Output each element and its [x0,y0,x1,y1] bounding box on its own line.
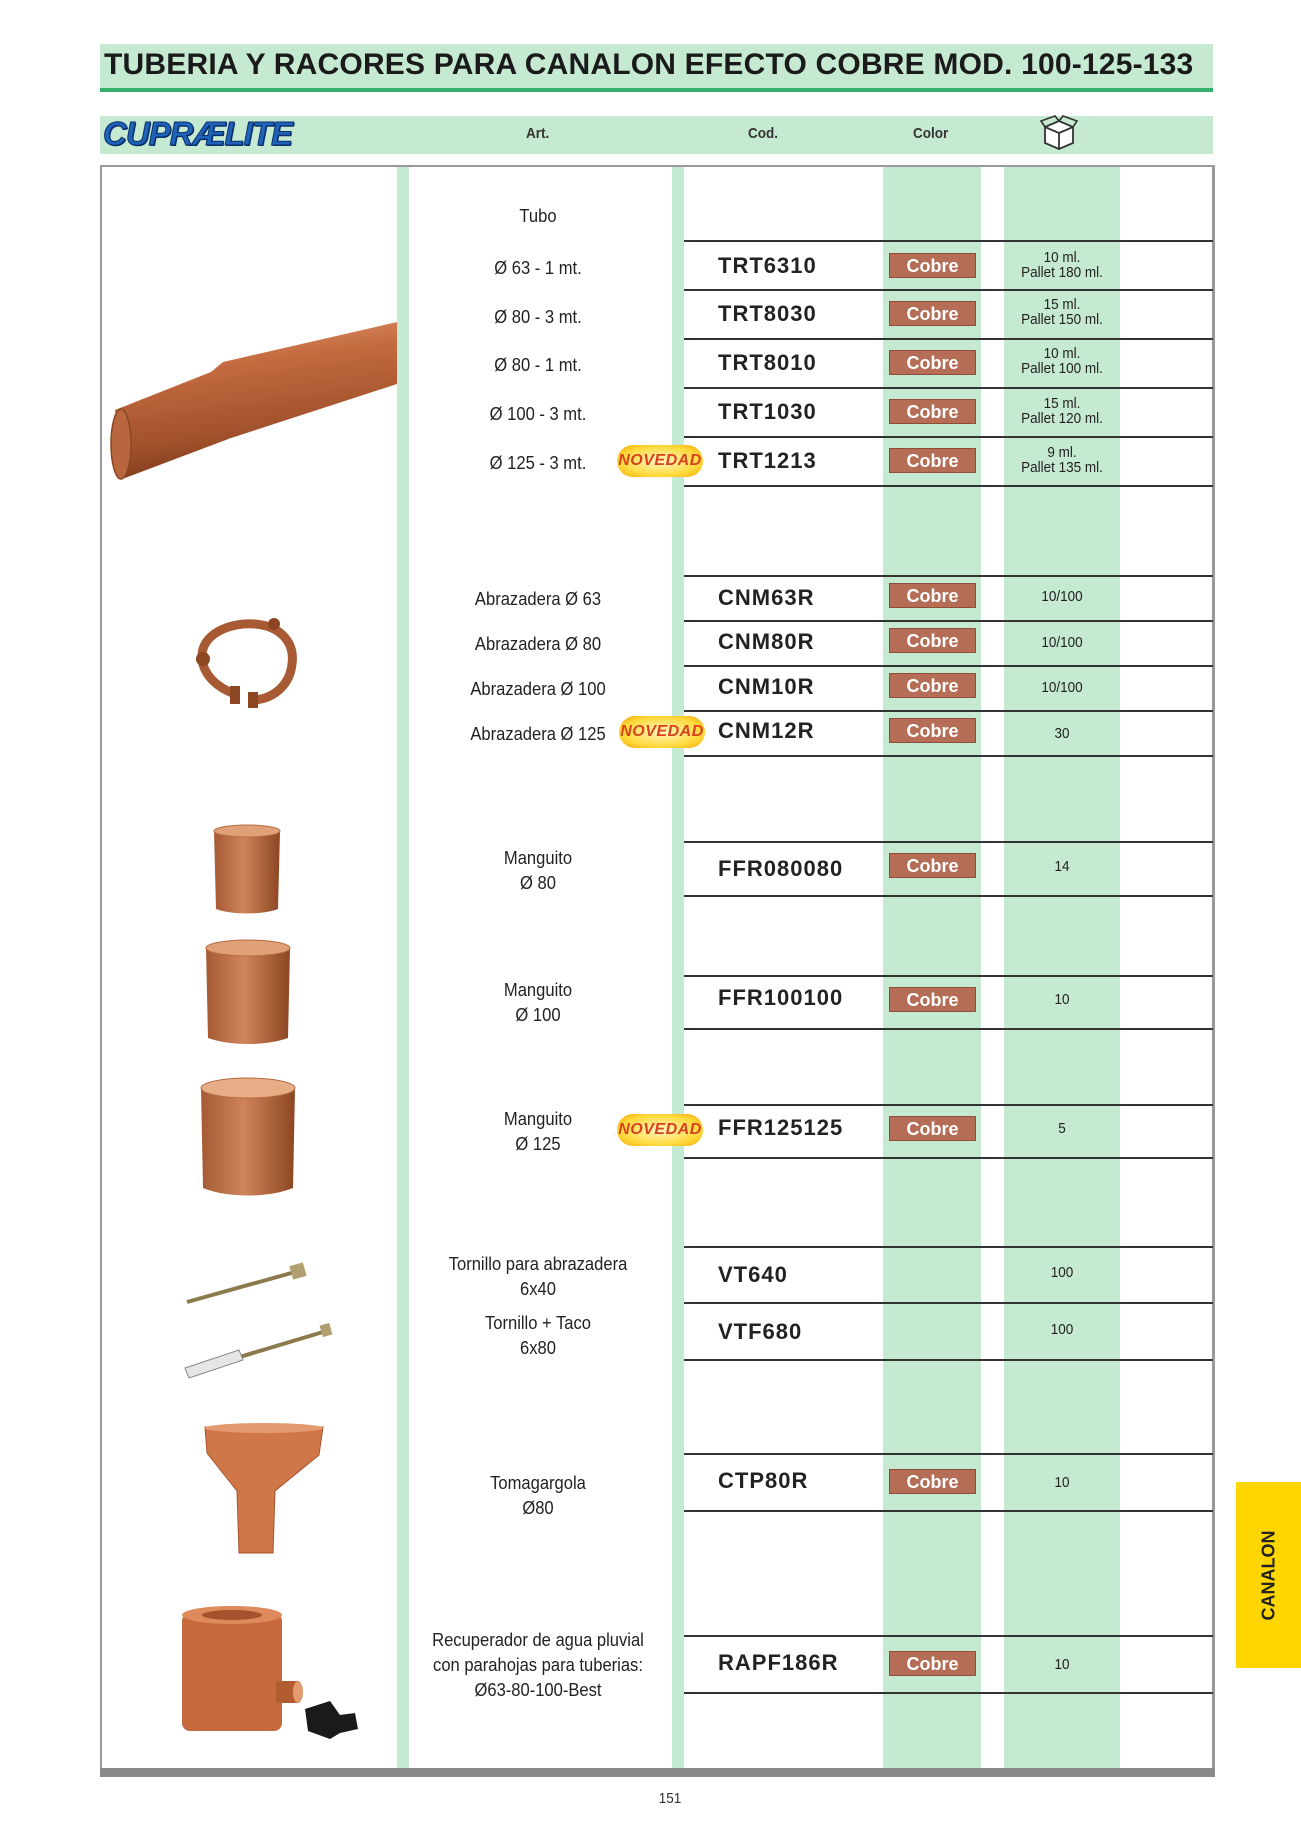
column-header-color: Color [913,125,949,142]
clamp-image [190,614,305,709]
row-divider [684,387,1213,389]
coupler-80-image [212,823,282,916]
box-icon [1040,117,1078,151]
novedad-badge: NOVEDAD [617,1114,703,1146]
product-code: TRT1213 [718,448,817,473]
product-code: TRT8010 [718,350,817,375]
product-art: Manguito Ø 80 [503,848,573,893]
color-badge: Cobre [889,583,976,608]
product-code: VT640 [718,1262,788,1287]
page-number: 151 [658,1790,682,1807]
pack-quantity: 10/100 [1041,588,1083,605]
pack-quantity: 5 [1058,1120,1066,1137]
product-code: CTP80R [718,1468,809,1493]
page-title: TUBERIA Y RACORES PARA CANALON EFECTO COBRE MOD. 100-125-133 [104,48,1194,81]
pack-quantity: 10 ml. Pallet 180 ml. [1021,249,1103,281]
product-art: Recuperador de agua pluvial con parahojas para tuberias: Ø63-80-100-Best [432,1630,644,1700]
row-divider [684,1246,1213,1248]
pack-quantity: 100 [1050,1321,1074,1338]
row-divider [684,485,1213,487]
color-badge: Cobre [889,673,976,698]
product-code: TRT1030 [718,399,817,424]
row-divider [684,436,1213,438]
product-code: RAPF186R [718,1650,839,1675]
product-art: Manguito Ø 125 [503,1109,573,1154]
row-divider [684,1104,1213,1106]
pack-quantity: 15 ml. Pallet 120 ml. [1021,395,1103,427]
product-art: Abrazadera Ø 125 [470,724,606,744]
pack-quantity: 10 ml. Pallet 100 ml. [1021,345,1103,377]
row-divider [684,1692,1213,1694]
product-art: Ø 100 - 3 mt. [489,404,587,424]
row-divider [684,1359,1213,1361]
product-code: FFR125125 [718,1115,844,1140]
product-art: Abrazadera Ø 100 [470,679,606,699]
pack-quantity: 10/100 [1041,634,1083,651]
color-badge: Cobre [889,350,976,375]
row-divider [684,289,1213,291]
color-badge: Cobre [889,1651,976,1676]
product-art: Tornillo para abrazadera 6x40 [448,1254,628,1299]
product-art: Ø 80 - 3 mt. [494,307,582,327]
product-art: Tornillo + Taco 6x80 [484,1313,592,1358]
section-heading-tubo: Tubo [519,206,557,226]
product-art: Ø 80 - 1 mt. [494,355,582,375]
product-art: Tomagargola Ø80 [490,1473,586,1518]
row-divider [684,1028,1213,1030]
product-code: CNM10R [718,674,815,699]
color-badge: Cobre [889,1469,976,1494]
row-divider [684,575,1213,577]
color-badge: Cobre [889,253,976,278]
color-badge: Cobre [889,853,976,878]
row-divider [684,1635,1213,1637]
row-divider [684,240,1213,242]
product-code: VTF680 [718,1319,803,1344]
row-divider [684,338,1213,340]
color-badge: Cobre [889,987,976,1012]
pack-quantity: 9 ml. Pallet 135 ml. [1021,444,1103,476]
novedad-badge: NOVEDAD [617,445,703,477]
pack-quantity: 15 ml. Pallet 150 ml. [1021,296,1103,328]
row-divider [684,1302,1213,1304]
product-code: CNM63R [718,585,815,610]
row-divider [684,895,1213,897]
row-divider [684,1510,1213,1512]
row-divider [684,1453,1213,1455]
row-divider [684,620,1213,622]
color-badge: Cobre [889,399,976,424]
brand-logo [103,114,292,154]
pack-quantity: 10 [1054,991,1070,1008]
product-code: FFR080080 [718,856,844,881]
product-art: Ø 125 - 3 mt. [489,453,587,473]
column-header-cod: Cod. [748,125,778,142]
product-art: Abrazadera Ø 63 [474,589,602,609]
pack-quantity: 10 [1054,1474,1070,1491]
row-divider [684,975,1213,977]
color-badge: Cobre [889,301,976,326]
brand-name: CUPRÆLITE [103,115,292,152]
coupler-125-image [199,1076,297,1198]
pack-quantity: 14 [1054,858,1070,875]
frame-bottom-bar [100,1768,1215,1777]
row-divider [684,841,1213,843]
pack-quantity: 10 [1054,1656,1070,1673]
column-header-art: Art. [526,125,550,142]
rainwater-collector-image [180,1605,370,1745]
product-art: Abrazadera Ø 80 [474,634,602,654]
color-badge: Cobre [889,628,976,653]
product-code: TRT6310 [718,253,817,278]
pack-quantity: 100 [1050,1264,1074,1281]
product-art: Manguito Ø 100 [503,980,573,1025]
section-tab-label: CANALON [1258,1530,1278,1620]
row-divider [684,1157,1213,1159]
coupler-100-image [204,938,292,1046]
pack-quantity: 30 [1054,725,1070,742]
row-divider [684,710,1213,712]
pack-quantity: 10/100 [1041,679,1083,696]
product-art: Ø 63 - 1 mt. [494,258,582,278]
product-code: TRT8030 [718,301,817,326]
screw-image [183,1260,318,1375]
product-code: CNM80R [718,629,815,654]
novedad-badge: NOVEDAD [619,716,705,748]
tube-image [115,318,400,483]
product-code: FFR100100 [718,985,844,1010]
product-code: CNM12R [718,718,815,743]
downpipe-outlet-image [205,1423,325,1561]
color-badge: Cobre [889,1116,976,1141]
row-divider [684,665,1213,667]
row-divider [684,755,1213,757]
color-badge: Cobre [889,718,976,743]
color-badge: Cobre [889,448,976,473]
